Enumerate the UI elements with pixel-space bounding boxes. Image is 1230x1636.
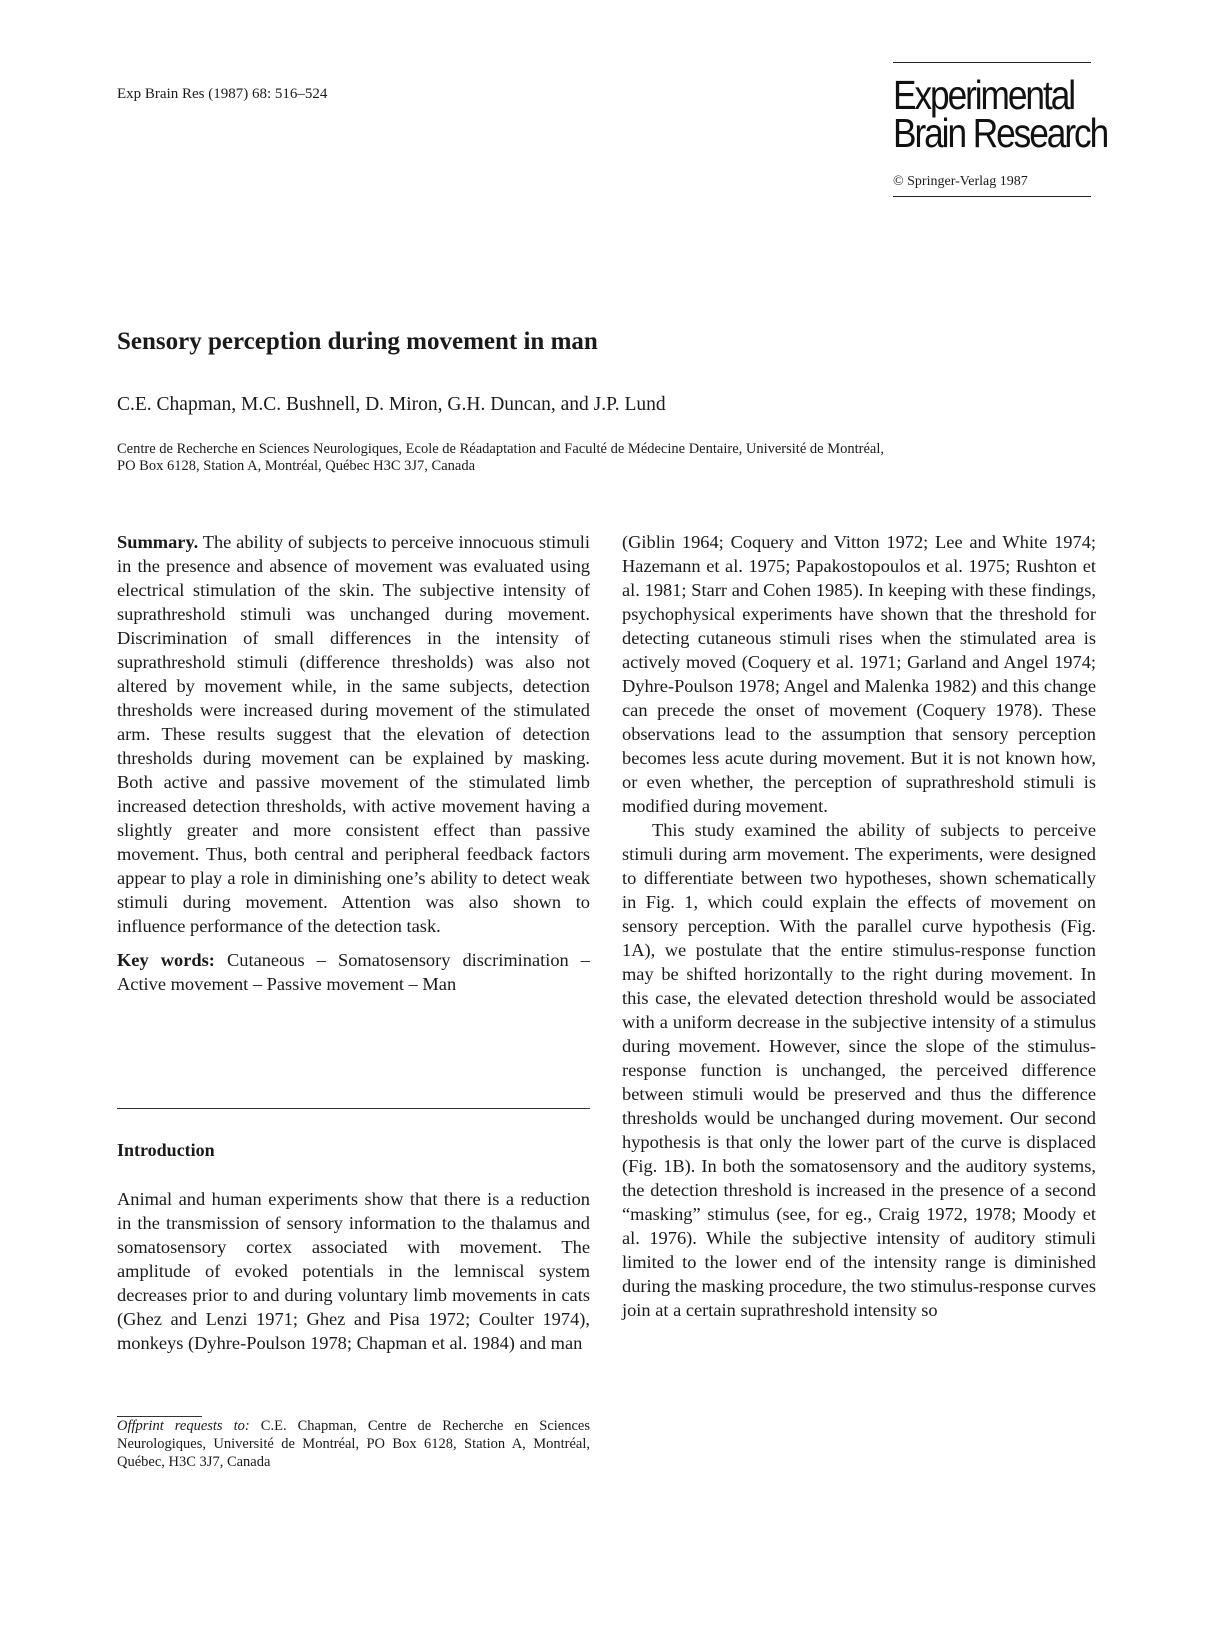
summary-text: The ability of subjects to perceive innocuous stimuli in the presence and absence of movement was evaluated using electrical stimulation of the skin. The subjective intensity of suprathreshold stimuli was unchanged during movement. Discrimination of small differences in the intensity of suprathreshold stimuli (difference thresholds) was also not altered by movement while, in the same subjects, detection thresholds were increased during movement of the stimulated arm. These results suggest that the elevation of detection thresholds during movement can be explained by masking. Both active and passive movement of the stimulated limb increased detection thresholds, with active movement having a slightly greater and more consistent effect than passive movement. Thus, both central and peripheral feedback factors appear to play a role in diminishing one’s ability to detect weak stimuli during movement. Attention was also shown to influence performance of the detection task. (117, 532, 590, 936)
footnote-paragraph (117, 1417, 590, 1471)
section-divider (117, 1108, 590, 1109)
journal-logo-line2: Brain Research (893, 110, 1108, 156)
journal-logo-line1: Experimental (893, 72, 1075, 118)
article-title: Sensory perception during movement in man (117, 328, 598, 355)
affiliation-line-2: PO Box 6128, Station A, Montréal, Québec H3C 3J7, Canada (117, 458, 476, 474)
journal-citation: Exp Brain Res (1987) 68: 516–524 (117, 86, 328, 102)
keywords-paragraph (117, 948, 590, 996)
keywords-text: Cutaneous – Somatosensory discrimination – Active movement – Passive movement – Man (117, 950, 590, 994)
introduction-heading: Introduction (117, 1140, 215, 1160)
body-paragraph-2: This study examined the ability of subjects to perceive stimuli during arm movement. The experiments, were designed to differentiate between two hypotheses, shown schematically in Fig. 1, which could explain the effects of movement on sensory perception. With the parallel curve hypothesis (Fig. 1A), we postulate that the entire stimulus-response function may be shifted horizontally to the right during movement. In this case, the elevated detection threshold would be associated with a uniform decrease in the subjective intensity of a stimulus during movement. However, since the slope of the stimulus-response function is unchanged, the perceived difference between stimuli would be preserved and thus the difference thresholds would be unchanged during movement. Our second hypothesis is that only the lower part of the curve is displaced (Fig. 1B). In both the somatosensory and the auditory systems, the detection threshold is increased in the presence of a second “masking” stimulus (see, for eg., Craig 1972, 1978; Moody et al. 1976). While the subjective intensity of auditory stimuli limited to the lower end of the intensity range is diminished during the masking procedure, the two stimulus-response curves join at a certain suprathreshold intensity so (622, 820, 1096, 1320)
footnote (117, 1417, 590, 1471)
author-list: C.E. Chapman, M.C. Bushnell, D. Miron, G.H. Duncan, and J.P. Lund (117, 394, 666, 415)
right-column (622, 530, 1096, 1322)
affiliation-line-1: Centre de Recherche en Sciences Neurologiques, Ecole de Réadaptation and Faculté de Médecine Dentaire, Université de Montréal, (117, 441, 884, 457)
summary-paragraph (117, 530, 590, 938)
footnote-label: Offprint requests to: (117, 1418, 250, 1434)
affiliation (117, 441, 1097, 475)
footnote-text: C.E. Chapman, Centre de Recherche en Sciences Neurologiques, Université de Montréal, PO Box 6128, Station A, Montréal, Québec, H3C 3J7, Canada (117, 1418, 590, 1470)
copyright-notice: © Springer-Verlag 1987 (893, 174, 1028, 189)
keywords-label: Key words: (117, 950, 215, 970)
left-column (117, 530, 590, 996)
summary-label: Summary. (117, 532, 199, 552)
introduction-body (117, 1187, 590, 1355)
introduction-paragraph: Animal and human experiments show that there is a reduction in the transmission of sensory information to the thalamus and somatosensory cortex associated with movement. The amplitude of evoked potentials in the lemniscal system decreases prior to and during voluntary limb movements in cats (Ghez and Lenzi 1971; Ghez and Pisa 1972; Coulter 1974), monkeys (Dyhre-Poulson 1978; Chapman et al. 1984) and man (117, 1189, 590, 1353)
journal-logo (893, 72, 1108, 156)
logo-rule-bottom (893, 196, 1091, 197)
logo-rule-top (893, 62, 1091, 63)
body-paragraph-1: (Giblin 1964; Coquery and Vitton 1972; Lee and White 1974; Hazemann et al. 1975; Papakostopoulos et al. 1975; Rushton et al. 1981; Starr and Cohen 1985). In keeping with these findings, psychophysical experiments have shown that the threshold for detecting cutaneous stimuli rises when the stimulated area is actively moved (Coquery et al. 1971; Garland and Angel 1974; Dyhre-Poulson 1978; Angel and Malenka 1982) and this change can precede the onset of movement (Coquery 1978). These observations lead to the assumption that sensory perception becomes less acute during movement. But it is not known how, or even whether, the perception of suprathreshold stimuli is modified during movement. (622, 532, 1096, 816)
